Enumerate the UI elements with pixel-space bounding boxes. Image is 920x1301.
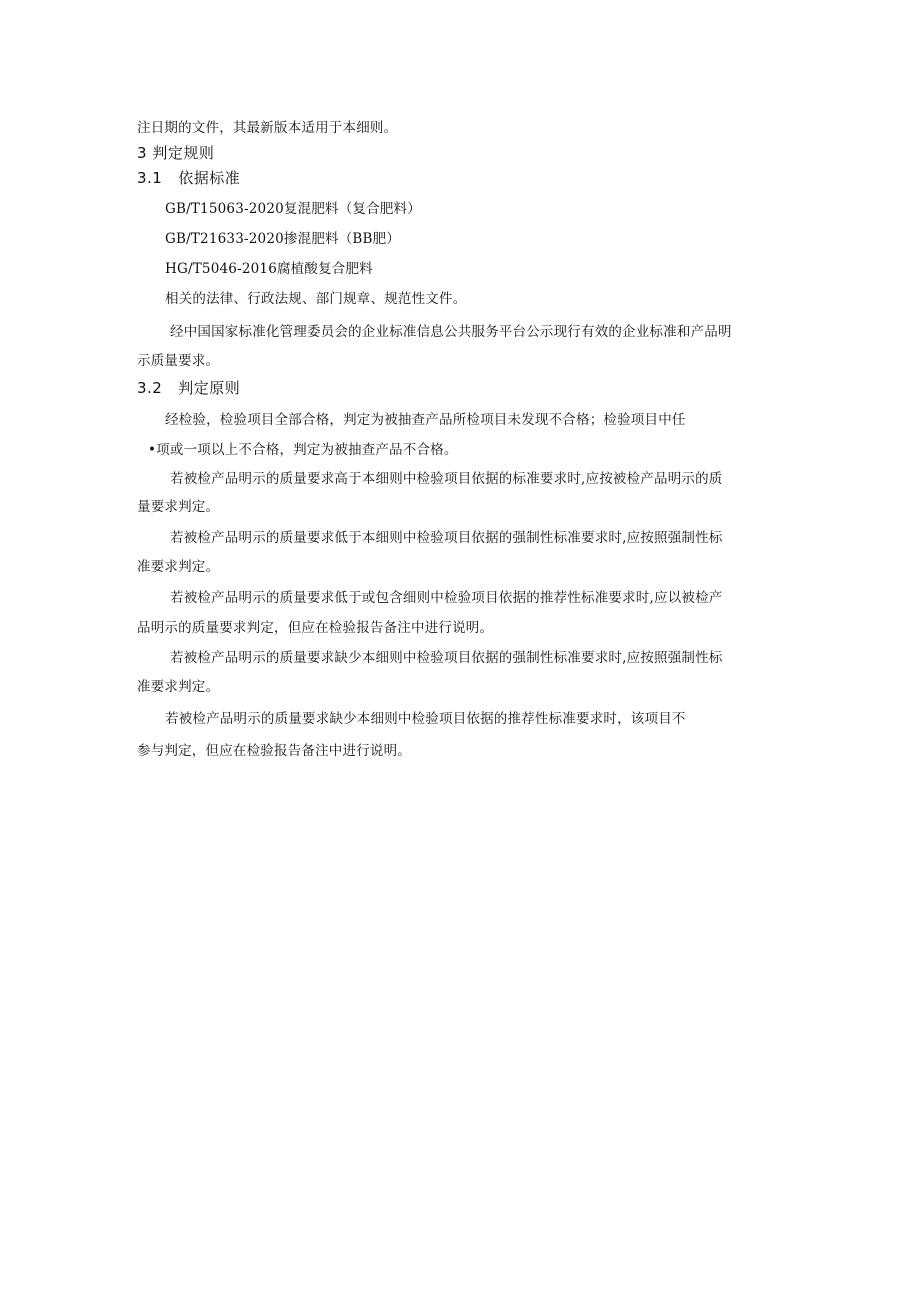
principle-4-line-1: 若被检产品明示的质量要求低于或包含细则中检验项目依据的推荐性标准要求时,应以被检产 bbox=[170, 590, 723, 606]
section-3-2-heading bbox=[137, 378, 817, 398]
section-3-heading bbox=[137, 143, 817, 163]
principle-3-line-1: 若被检产品明示的质量要求低于本细则中检验项目依据的强制性标准要求时,应按照强制性标 bbox=[170, 530, 723, 546]
section-3-1-title: 依据标准 bbox=[178, 169, 241, 187]
principle-1-line-1: 经检验，检验项目全部合格，判定为被抽查产品所检项目未发现不合格；检验项目中任 bbox=[165, 412, 686, 428]
principle-2-line-1: 若被检产品明示的质量要求高于本细则中检验项目依据的标准要求时,应按被检产品明示的质 bbox=[170, 471, 723, 487]
enterprise-standard-line-1: 经中国国家标准化管理委员会的企业标准信息公共服务平台公示现行有效的企业标准和产品明 bbox=[170, 324, 732, 340]
standard-item-2: GB/T21633-2020掺混肥料（BB肥） bbox=[165, 231, 401, 247]
section-3-number: 3 bbox=[137, 144, 148, 162]
section-3-1-heading bbox=[137, 168, 817, 188]
standard-item-1: GB/T15063-2020复混肥料（复合肥料） bbox=[165, 201, 421, 217]
continuation-line: 注日期的文件，其最新版本适用于本细则。 bbox=[137, 120, 398, 136]
standard-item-3: HG/T5046-2016腐植酸复合肥料 bbox=[165, 261, 373, 277]
principle-5-line-1: 若被检产品明示的质量要求缺少本细则中检验项目依据的强制性标准要求时,应按照强制性标 bbox=[170, 650, 723, 666]
principle-1-line-2: •项或一项以上不合格，判定为被抽查产品不合格。 bbox=[148, 442, 458, 458]
section-3-title: 判定规则 bbox=[152, 144, 215, 162]
laws-item: 相关的法律、行政法规、部门规章、规范性文件。 bbox=[165, 291, 467, 307]
principle-5-line-2: 准要求判定。 bbox=[137, 679, 220, 695]
enterprise-standard-line-2: 示质量要求。 bbox=[137, 353, 220, 369]
section-3-1-number: 3.1 bbox=[137, 169, 163, 187]
principle-2-line-2: 量要求判定。 bbox=[137, 499, 220, 515]
principle-6-line-2: 参与判定，但应在检验报告备注中进行说明。 bbox=[137, 743, 411, 759]
principle-3-line-2: 准要求判定。 bbox=[137, 559, 220, 575]
principle-4-line-2: 品明示的质量要求判定，但应在检验报告备注中进行说明。 bbox=[137, 620, 494, 636]
section-3-2-title: 判定原则 bbox=[178, 379, 241, 397]
principle-6-line-1: 若被检产品明示的质量要求缺少本细则中检验项目依据的推荐性标准要求时，该项目不 bbox=[165, 711, 686, 727]
section-3-2-number: 3.2 bbox=[137, 379, 163, 397]
